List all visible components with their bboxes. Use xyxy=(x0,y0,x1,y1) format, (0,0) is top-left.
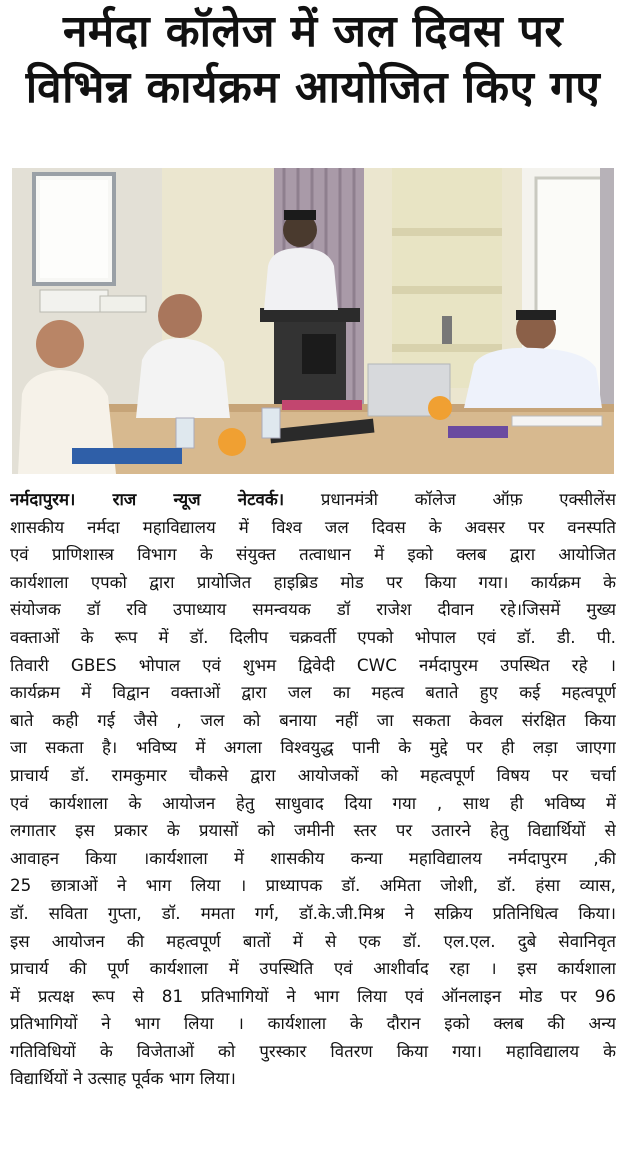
article-line: 25 छात्राओं ने भाग लिया । प्राध्यापक डॉ. अमिता जोशी, डॉ. हंसा व्यास, xyxy=(10,875,616,896)
article-line: में प्रत्यक्ष रूप से 81 प्रतिभागियों ने भाग लिया एवं ऑनलाइन मोड पर 96 xyxy=(10,985,616,1006)
article-line: आवाहन किया ।कार्यशाला में शासकीय कन्या महाविद्यालय नर्मदापुरम ,की xyxy=(10,847,616,868)
headline-line-2: विभिन्न कार्यक्रम आयोजित किए गए xyxy=(25,62,601,113)
news-photo xyxy=(12,168,614,474)
article-line: एवं प्राणिशास्त्र विभाग के संयुक्त तत्वाधान में इको क्लब द्वारा आयोजित xyxy=(10,544,616,565)
article-line: नर्मदापुरम। राज न्यूज नेटवर्क। प्रधानमंत्री कॉलेज ऑफ़ एक्सीलेंस xyxy=(10,489,616,509)
article-line: संयोजक डॉ रवि उपाध्याय समन्वयक डॉ राजेश दीवान रहे।जिसमें मुख्य xyxy=(10,599,616,620)
event-photo-illustration xyxy=(12,168,614,474)
article-line: प्रतिभागियों ने भाग लिया । कार्यशाला के दौरान इको क्लब की अन्य xyxy=(10,1013,616,1034)
article-line: विद्यार्थियों ने उत्साह पूर्वक भाग लिया। xyxy=(10,1068,236,1089)
article-line: इस आयोजन की महत्वपूर्ण बातों में से एक डॉ. एल.एल. दुबे सेवानिवृत xyxy=(10,930,616,951)
article-line: गतिविधियों के विजेताओं को पुरस्कार वितरण किया गया। महाविद्यालय के xyxy=(10,1040,616,1061)
article-line: लगातार इस प्रकार के प्रयासों को जमीनी स्तर पर उतारने हेतु विद्यार्थियों से xyxy=(10,820,616,841)
article-line: तिवारी GBES भोपाल एवं शुभम द्विवेदी CWC नर्मदापुरम उपस्थित रहे । xyxy=(10,654,616,675)
headline xyxy=(6,4,620,116)
article-line: कार्यक्रम में विद्वान वक्ताओं द्वारा जल का महत्व बताते हुए कई महत्वपूर्ण xyxy=(10,682,616,703)
headline-line-1: नर्मदा कॉलेज में जल दिवस पर xyxy=(63,6,563,57)
article-line: प्राचार्य डॉ. रामकुमार चौकसे द्वारा आयोजकों को महत्वपूर्ण विषय पर चर्चा xyxy=(10,764,616,785)
article-line: वक्ताओं के रूप में डॉ. दिलीप चक्रवर्ती एपको भोपाल एवं डॉ. डी. पी. xyxy=(10,626,616,647)
article-line: जा सकता है। भविष्य में अगला विश्वयुद्ध पानी के मुद्दे पर ही लड़ा जाएगा xyxy=(10,737,616,758)
article-line: शासकीय नर्मदा महाविद्यालय में विश्व जल दिवस के अवसर पर वनस्पति xyxy=(10,516,616,537)
article-body xyxy=(10,486,616,1093)
article-line: कार्यशाला एपको द्वारा प्रायोजित हाइब्रिड मोड पर किया गया। कार्यक्रम के xyxy=(10,571,616,592)
article-line: बाते कही गई जैसे , जल को बनाया नहीं जा सकता केवल संरक्षित किया xyxy=(10,709,616,730)
article-line: प्राचार्य की पूर्ण कार्यशाला में उपस्थिति एवं आशीर्वाद रहा । इस कार्यशाला xyxy=(10,958,616,979)
dateline: नर्मदापुरम। राज न्यूज नेटवर्क। xyxy=(10,489,285,509)
article-line: डॉ. सविता गुप्ता, डॉ. ममता गर्ग, डॉ.के.जी.मिश्र ने सक्रिय प्रतिनिधित्व किया। xyxy=(10,902,616,923)
article-line: एवं कार्यशाला के आयोजन हेतु साधुवाद दिया गया , साथ ही भविष्य में xyxy=(10,792,616,813)
